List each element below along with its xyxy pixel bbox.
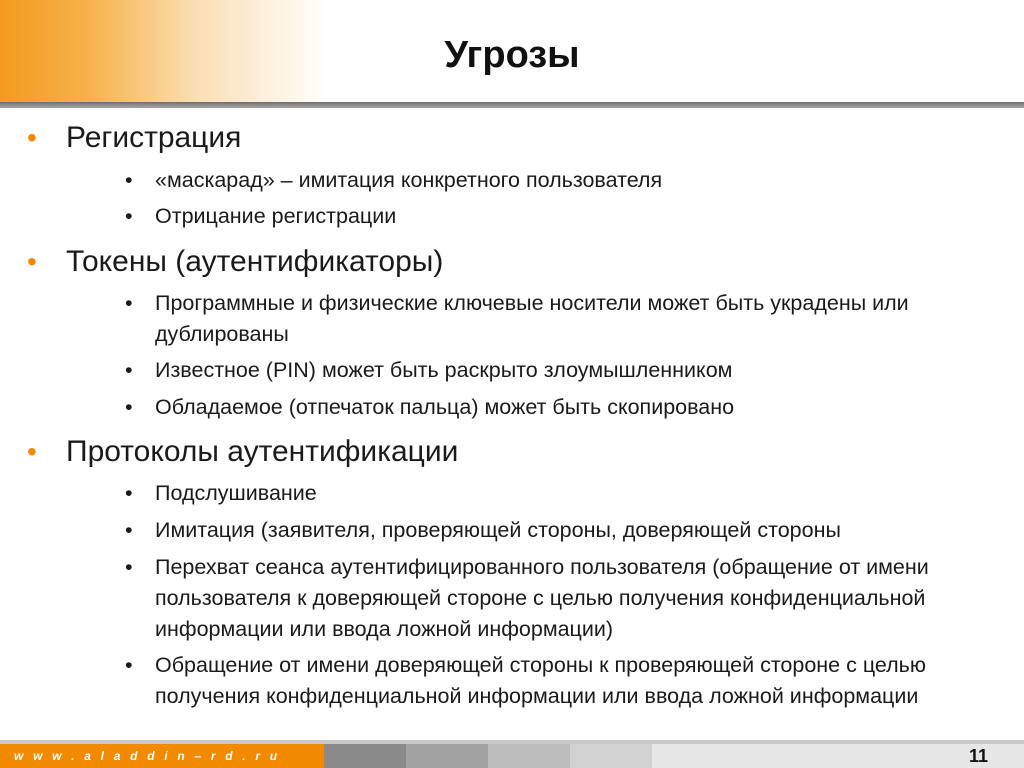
bullet-l2: • [125,204,133,228]
bullet-l2: • [125,291,133,315]
bullet-l1: • [27,246,37,277]
list-item: Отрицание регистрации [155,204,397,228]
footer-segment [570,744,652,768]
bullet-l2: • [125,518,133,542]
footer-segment [324,744,406,768]
bullet-l2: • [125,395,133,419]
list-item: Известное (PIN) может быть раскрыто злоумышленником [155,358,733,382]
list-item: Имитация (заявителя, проверяющей стороны, доверяющей стороны [155,518,841,542]
list-item: Обладаемое (отпечаток пальца) может быть скопировано [155,395,735,419]
list-item: Подслушивание [155,481,317,505]
bullet-l1: • [27,436,37,467]
footer-segment [406,744,488,768]
page-number: 11 [968,746,988,766]
bullet-l2: • [125,481,133,505]
list-item: Программные и физические ключевые носители может быть украдены или дублированы [155,291,909,346]
list-item: Перехват сеанса аутентифицированного пользователя (обращение от имени пользователя к доверяющей стороне с целью получения конфиденциальной информации или ввода ложной информации) [155,555,929,641]
bullet-l2: • [125,168,133,192]
bullet-l1: • [27,122,37,153]
section-heading: Протоколы аутентификации [66,435,459,468]
section-heading: Токены (аутентификаторы) [66,245,444,278]
bullet-l2: • [125,358,133,382]
bullet-l2: • [125,653,133,677]
section-heading: Регистрация [66,121,242,154]
footer-url: w w w . a l a d d i n – r d . r u [14,749,281,763]
bullet-l2: • [125,555,133,579]
footer-segment [488,744,570,768]
slide-title: Угрозы [444,34,580,76]
list-item: Обращение от имени доверяющей стороны к проверяющей стороне с целью получения конфиденциальной информации или ввода ложной информации [155,653,927,708]
list-item: «маскарад» – имитация конкретного пользователя [155,168,663,192]
header-divider [0,102,1024,108]
